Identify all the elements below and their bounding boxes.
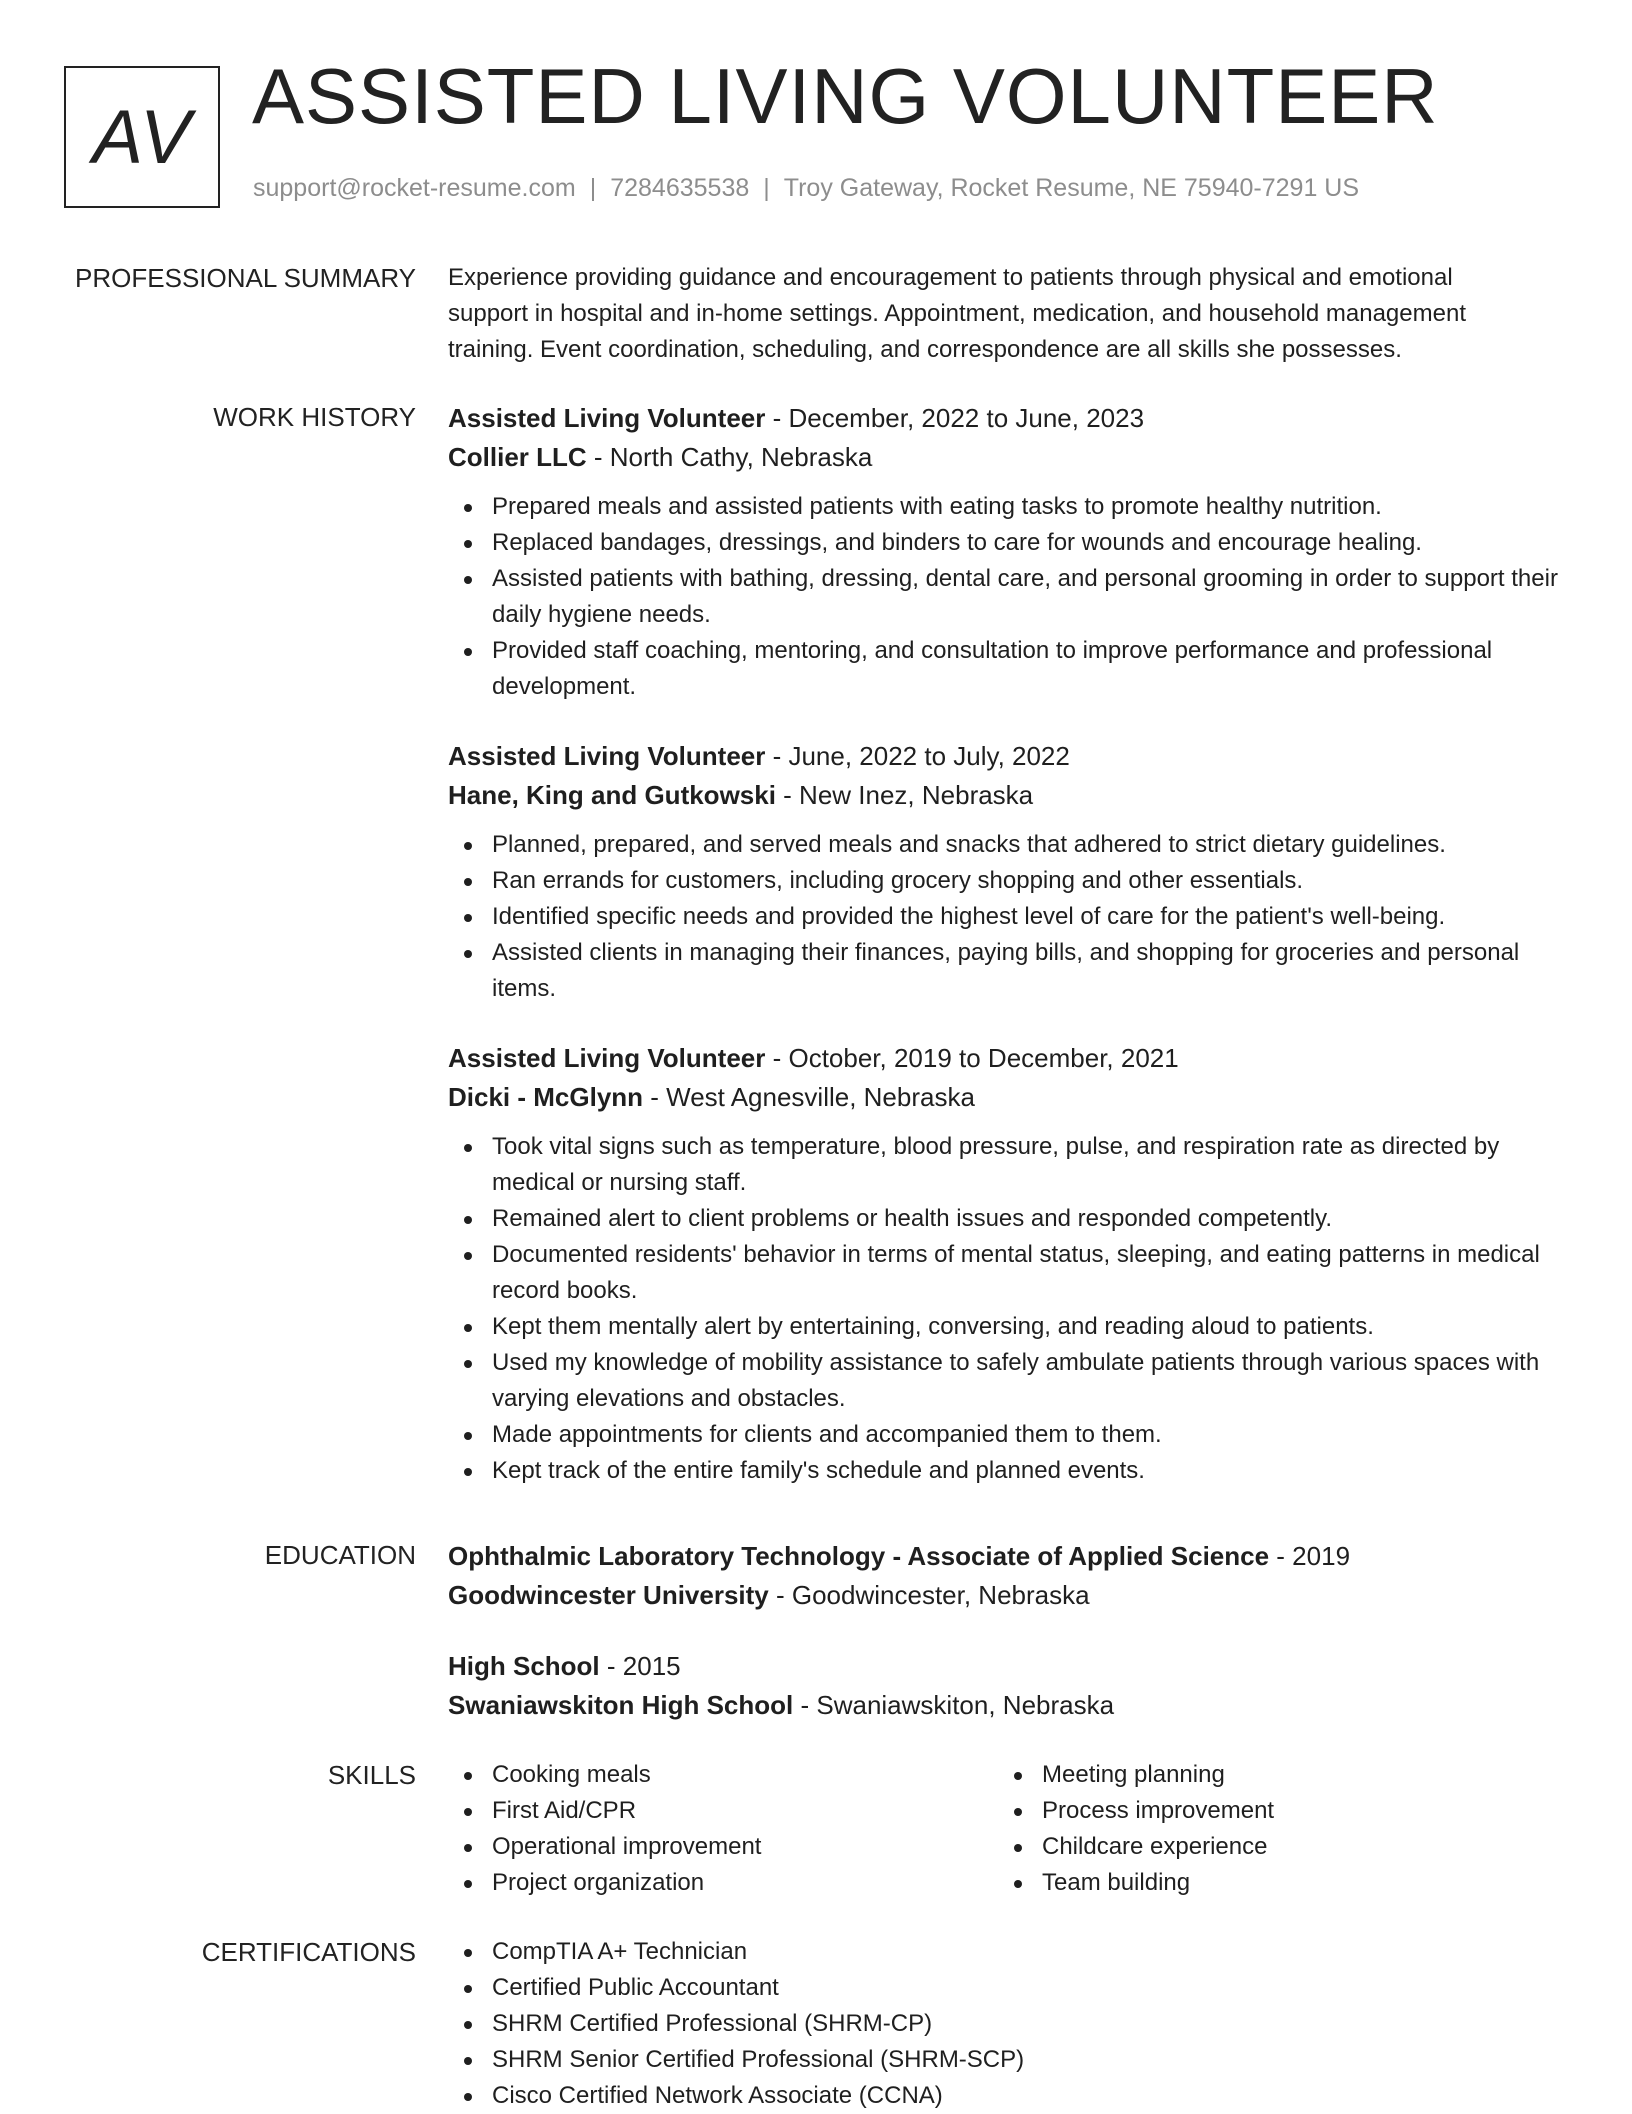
degree: High School [448, 1651, 600, 1681]
list-item: Took vital signs such as temperature, blood pressure, pulse, and respiration rate as directed by medical or nursing staff. [492, 1129, 1568, 1201]
list-item: Provided staff coaching, mentoring, and consultation to improve performance and professional development. [492, 633, 1568, 705]
job-dates: - October, 2019 to December, 2021 [765, 1043, 1179, 1073]
list-item: Made appointments for clients and accompanied them to them. [492, 1417, 1568, 1453]
certifications-list [448, 1934, 1568, 2114]
list-item: Cisco Certified Network Associate (CCNA) [492, 2078, 1568, 2114]
section-heading: EDUCATION [264, 1540, 416, 1570]
job-company: Collier LLC [448, 442, 587, 472]
list-item: Certified Public Accountant [492, 1970, 1568, 2006]
list-item: First Aid/CPR [492, 1793, 998, 1829]
job-bullets [448, 1129, 1568, 1489]
list-item: SHRM Senior Certified Professional (SHRM-SCP) [492, 2042, 1568, 2078]
contact-separator: | [589, 174, 597, 202]
summary-text [448, 260, 1568, 368]
skills-column [448, 1757, 998, 1901]
degree-line [448, 1537, 1568, 1576]
job-location: - New Inez, Nebraska [775, 780, 1034, 810]
job-title: Assisted Living Volunteer [448, 741, 766, 771]
summary-line: support in hospital and in-home settings. Appointment, medication, and household management [448, 300, 1466, 327]
section-heading: PROFESSIONAL SUMMARY [75, 263, 416, 293]
job-dates: - June, 2022 to July, 2022 [765, 741, 1070, 771]
job-title: Assisted Living Volunteer [448, 403, 766, 433]
list-item: Assisted clients in managing their finances, paying bills, and shopping for groceries and personal items. [492, 935, 1568, 1007]
contact-separator: | [763, 174, 770, 202]
list-item: Remained alert to client problems or health issues and responded competently. [492, 1201, 1568, 1237]
list-item: Documented residents' behavior in terms of mental status, sleeping, and eating patterns in medical record books. [492, 1237, 1568, 1309]
skills-list [998, 1757, 1548, 1901]
job-location: - North Cathy, Nebraska [586, 442, 873, 472]
list-item: Identified specific needs and provided the highest level of care for the patient's well-being. [492, 899, 1568, 935]
list-item: CompTIA A+ Technician [492, 1934, 1568, 1970]
school-line [448, 1576, 1568, 1615]
job-company-line [448, 776, 1568, 815]
school: Swaniawskiton High School [448, 1690, 794, 1720]
summary-line: training. Event coordination, scheduling, and correspondence are all skills she possesses. [448, 336, 1402, 363]
certifications-body [448, 1934, 1568, 2114]
job-entry [448, 737, 1568, 1007]
education-body [448, 1537, 1568, 1757]
skills-list [448, 1757, 998, 1901]
contact-line [253, 174, 1359, 203]
list-item: SHRM Certified Professional (SHRM-CP) [492, 2006, 1568, 2042]
job-title-line [448, 737, 1568, 776]
section-heading: SKILLS [327, 1760, 416, 1790]
job-company-line [448, 1078, 1568, 1117]
list-item: Kept track of the entire family's schedule and planned events. [492, 1453, 1568, 1489]
list-item: Replaced bandages, dressings, and binders to care for wounds and encourage healing. [492, 525, 1568, 561]
contact-address: Troy Gateway, Rocket Resume, NE 75940-7291 US [783, 174, 1360, 202]
job-company: Dicki - McGlynn [448, 1082, 644, 1112]
section-heading: CERTIFICATIONS [201, 1937, 416, 1967]
skills-column [998, 1757, 1548, 1901]
summary-body [448, 260, 1568, 368]
list-item: Childcare experience [1042, 1829, 1548, 1865]
school-line [448, 1686, 1568, 1725]
school: Goodwincester University [448, 1580, 769, 1610]
job-bullets [448, 827, 1568, 1007]
degree-line [448, 1647, 1568, 1686]
list-item: Ran errands for customers, including grocery shopping and other essentials. [492, 863, 1568, 899]
skills-grid [448, 1757, 1568, 1901]
work-history-body [448, 399, 1568, 1521]
job-bullets [448, 489, 1568, 705]
degree-year: - 2019 [1269, 1541, 1351, 1571]
page-title: ASSISTED LIVING VOLUNTEER [252, 52, 1439, 140]
list-item: Kept them mentally alert by entertaining, conversing, and reading aloud to patients. [492, 1309, 1568, 1345]
job-entry [448, 399, 1568, 705]
skills-body [448, 1757, 1568, 1901]
job-title-line [448, 399, 1568, 438]
job-dates: - December, 2022 to June, 2023 [765, 403, 1145, 433]
list-item: Process improvement [1042, 1793, 1548, 1829]
list-item: Prepared meals and assisted patients with eating tasks to promote healthy nutrition. [492, 489, 1568, 525]
monogram-badge [64, 66, 220, 208]
degree-year: - 2015 [599, 1651, 681, 1681]
job-entry [448, 1039, 1568, 1489]
job-company: Hane, King and Gutkowski [448, 780, 776, 810]
list-item: Meeting planning [1042, 1757, 1548, 1793]
list-item: Project organization [492, 1865, 998, 1901]
contact-email[interactable]: support@rocket-resume.com [253, 174, 576, 202]
list-item: Cooking meals [492, 1757, 998, 1793]
list-item: Planned, prepared, and served meals and snacks that adhered to strict dietary guidelines. [492, 827, 1568, 863]
degree: Ophthalmic Laboratory Technology - Associate of Applied Science [448, 1541, 1270, 1571]
job-location: - West Agnesville, Nebraska [643, 1082, 975, 1112]
section-heading: WORK HISTORY [213, 402, 416, 432]
summary-line: Experience providing guidance and encouragement to patients through physical and emotional [448, 264, 1453, 291]
list-item: Team building [1042, 1865, 1548, 1901]
school-location: - Swaniawskiton, Nebraska [793, 1690, 1115, 1720]
job-company-line [448, 438, 1568, 477]
monogram-text: AV [92, 94, 192, 180]
school-location: - Goodwincester, Nebraska [768, 1580, 1090, 1610]
list-item: Operational improvement [492, 1829, 998, 1865]
list-item: Assisted patients with bathing, dressing, dental care, and personal grooming in order to support their daily hygiene needs. [492, 561, 1568, 633]
education-entry [448, 1647, 1568, 1725]
job-title: Assisted Living Volunteer [448, 1043, 766, 1073]
contact-phone[interactable]: 7284635538 [610, 174, 750, 202]
job-title-line [448, 1039, 1568, 1078]
education-entry [448, 1537, 1568, 1615]
list-item: Used my knowledge of mobility assistance to safely ambulate patients through various spaces with varying elevations and obstacles. [492, 1345, 1568, 1417]
